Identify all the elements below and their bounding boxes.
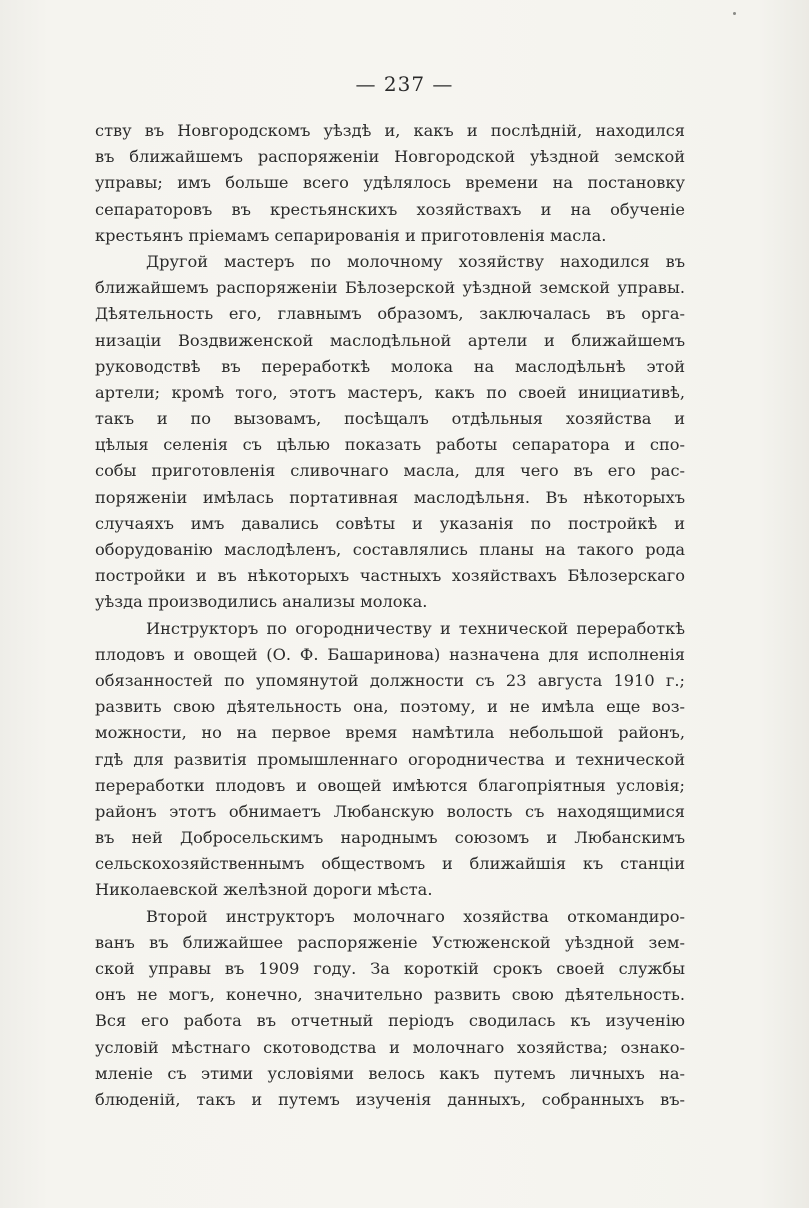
text-line: обязанностей по упомянутой должности съ 23 августа 1910 г.; — [95, 670, 685, 690]
text-line: Другой мастеръ по молочному хозяйству находился въ — [146, 251, 685, 271]
text-line: блюденiй, такъ и путемъ изученiя данныхъ, собранныхъ въ- — [95, 1089, 685, 1109]
text-line: гдѣ для развитiя промышленнаго огородничества и технической — [95, 749, 685, 769]
body-text — [95, 118, 685, 1113]
text-line: онъ не могъ, конечно, значительно развить свою дѣятельность. — [95, 985, 685, 1005]
paper-speck — [733, 12, 736, 15]
text-line: въ ней Добросельскимъ народнымъ союзомъ и Любанскимъ — [95, 828, 685, 848]
text-line: Вся его работа въ отчетный перiодъ сводилась къ изученiю — [95, 1011, 685, 1031]
text-line: Николаевской желѣзной дороги мѣста. — [95, 880, 433, 900]
text-line: оборудованiю маслодѣленъ, составлялись планы на такого рода — [95, 540, 685, 559]
text-line: плодовъ и овощей (О. Ф. Башаринова) назначена для исполненiя — [95, 644, 685, 664]
text-line: руководствѣ въ переработкѣ молока на маслодѣльнѣ этой — [95, 356, 685, 376]
text-line: крестьянъ прiемамъ сепарированiя и приготовленiя масла. — [95, 225, 607, 245]
text-line: можности, но на первое время намѣтила небольшой районъ, — [95, 723, 685, 743]
text-line: управы; имъ больше всего удѣлялось времени на постановку — [95, 173, 685, 193]
text-line: постройки и въ нѣкоторыхъ частныхъ хозяйствахъ Бѣлозерскаго — [95, 566, 685, 586]
text-line: артели; кромѣ того, этотъ мастеръ, какъ по своей инициативѣ, — [95, 382, 685, 402]
text-line: низацiи Воздвиженской маслодѣльной артели и ближайшемъ — [95, 330, 685, 350]
text-line: ванъ въ ближайшее распоряженiе Устюженской уѣздной зем- — [95, 932, 685, 952]
text-line: мленiе съ этими условiями велось какъ путемъ личныхъ на- — [95, 1063, 685, 1083]
text-line: ближайшемъ распоряженiи Бѣлозерской уѣздной земской управы. — [95, 278, 685, 298]
text-line: цѣлыя селенiя съ цѣлью показать работы сепаратора и спо- — [95, 435, 685, 455]
text-line: въ ближайшемъ распоряженiи Новгородской уѣздной земской — [95, 147, 685, 167]
text-line: уѣзда производились анализы молока. — [95, 592, 428, 612]
text-line: районъ этотъ обнимаетъ Любанскую волость съ находящимися — [95, 801, 685, 821]
page-number: — 237 — — [355, 72, 454, 96]
text-line: ской управы въ 1909 году. За короткiй срокъ своей службы — [95, 959, 685, 978]
text-line: развить свою дѣятельность она, поэтому, и не имѣла еще воз- — [95, 697, 685, 717]
text-line: Второй инструкторъ молочнаго хозяйства откомандиро- — [146, 906, 685, 926]
text-line: Дѣятельность его, главнымъ образомъ, заключалась въ орга- — [95, 304, 685, 324]
text-line: собы приготовленiя сливочнаго масла, для чего въ его рас- — [95, 461, 685, 481]
text-line: условiй мѣстнаго скотоводства и молочнаго хозяйства; ознако- — [95, 1037, 685, 1057]
text-line: такъ и по вызовамъ, посѣщалъ отдѣльныя хозяйства и — [95, 409, 685, 429]
text-line: Инструкторъ по огородничеству и технической переработкѣ — [146, 618, 685, 638]
text-line: ству въ Новгородскомъ уѣздѣ и, какъ и послѣднiй, находился — [95, 121, 685, 140]
text-line: случаяхъ имъ давались совѣты и указанiя по постройкѣ и — [95, 513, 685, 533]
text-line: переработки плодовъ и овощей имѣются благопрiятныя условiя; — [95, 775, 685, 795]
text-line: сельскохозяйственнымъ обществомъ и ближайшiя къ станцiи — [95, 854, 685, 874]
text-line: поряженiи имѣлась портативная маслодѣльня. Въ нѣкоторыхъ — [95, 487, 685, 507]
text-line: сепараторовъ въ крестьянскихъ хозяйствахъ и на обученiе — [95, 199, 685, 219]
